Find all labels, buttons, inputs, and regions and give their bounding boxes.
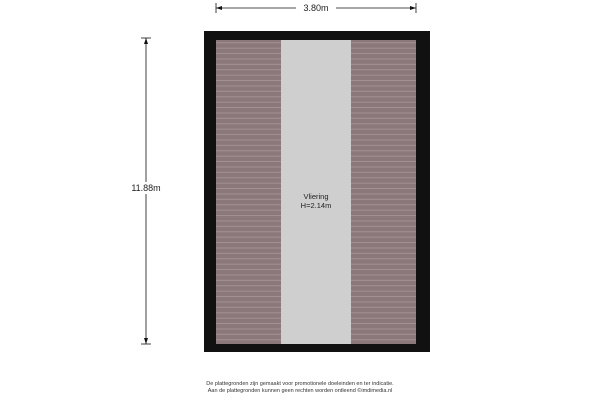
width-label: 3.80m [303,3,329,13]
depth-dimension [124,38,166,344]
width-dimension-arrow-left [216,6,222,10]
depth-label: 11.88m [131,183,161,193]
room-name: Vliering [303,192,329,201]
depth-dimension-arrow-top [144,38,148,44]
width-dimension [216,2,416,13]
roof-slope-right [351,40,416,344]
disclaimer-line-2: Aan de plattegronden kunnen geen rechten worden ontleend ©imdimedia.nl [207,388,393,394]
roof-slope-left [216,40,281,344]
depth-dimension-arrow-bottom [144,338,148,344]
disclaimer-line-1: De plattegronden zijn gemaakt voor promotionele doeleinden en ter indicatie. [206,381,394,387]
width-dimension-arrow-right [410,6,416,10]
room-height: H=2.14m [300,201,332,210]
